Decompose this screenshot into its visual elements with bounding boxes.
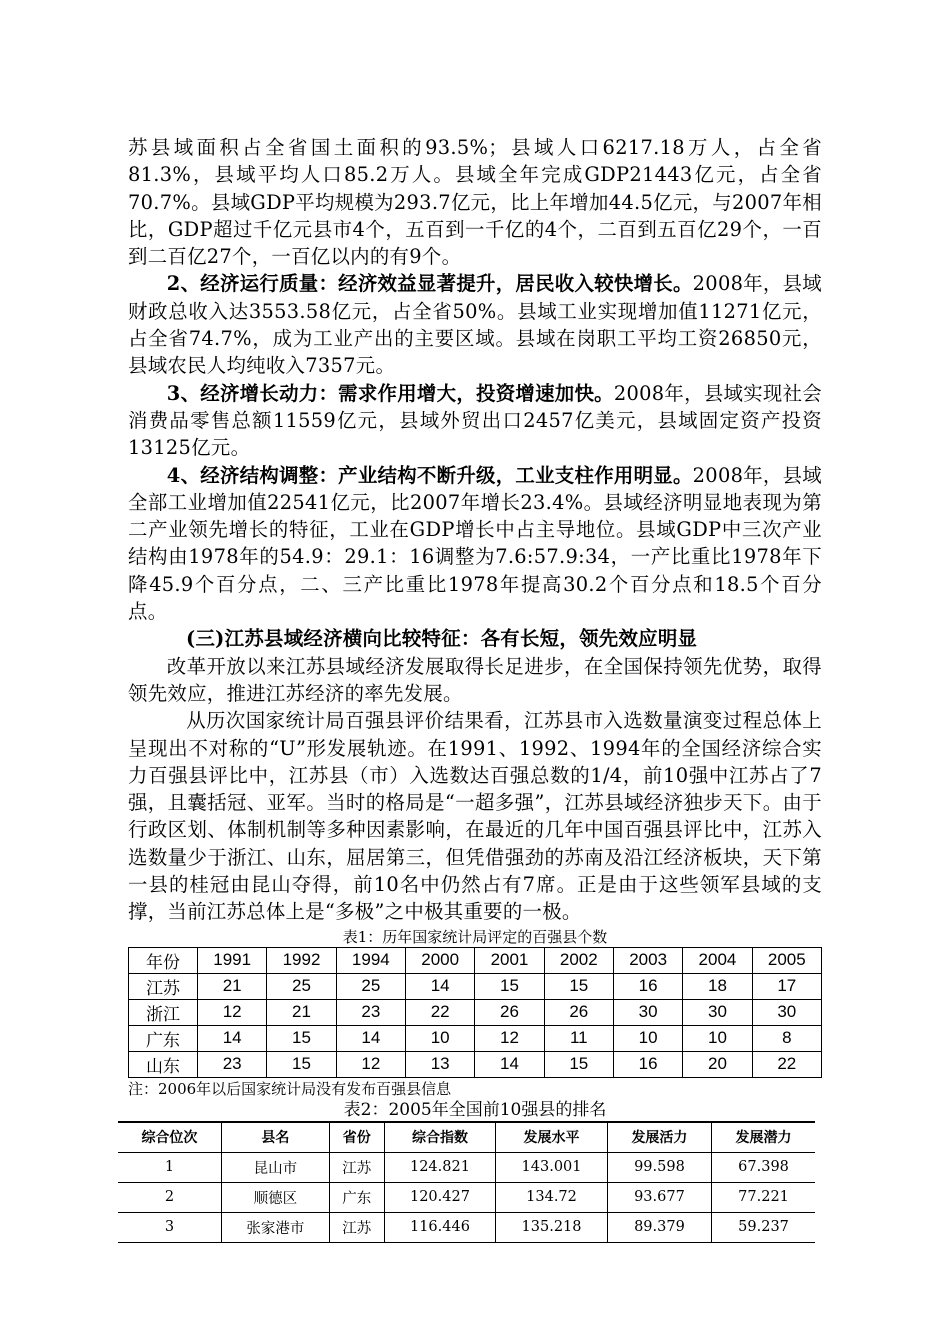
count-cell: 10 (613, 1025, 682, 1051)
table-cell: 99.598 (607, 1152, 711, 1182)
table-cell: 2 (118, 1182, 221, 1212)
province-cell: 广东 (129, 1025, 198, 1051)
year-cell: 1992 (267, 947, 336, 973)
count-cell: 30 (613, 999, 682, 1025)
table-cell: 顺德区 (221, 1182, 329, 1212)
body-structure-adjustment: 2008年，县域全部工业增加值22541亿元，比2007年增长23.4%。县域经济明显地表现为第二产业领先增长的特征，工业在GDP增长中占主导地位。县域GDP中三次产业结构由1978年的54.9：29.1：16调整为7.6:57.9:34，一产比重比1978年下降45.9个百分点，二、三产比重比1978年提高30.2个百分点和18.5个百分点。 (128, 463, 823, 624)
table2-caption: 表2：2005年全国前10强县的排名 (343, 1099, 607, 1120)
table-cell: 77.221 (712, 1182, 815, 1212)
count-cell: 10 (405, 1025, 474, 1051)
year-header-label: 年份 (129, 947, 198, 973)
count-cell: 12 (336, 1051, 405, 1077)
table-cell: 1 (118, 1152, 221, 1182)
table1-note: 注：2006年以后国家统计局没有发布百强县信息 (128, 1079, 452, 1098)
table-cell: 张家港市 (221, 1212, 329, 1242)
paragraph-top100-analysis: 从历次国家统计局百强县评价结果看，江苏县市入选数量演变过程总体上呈现出不对称的“U”形发展轨迹。在1991、1992、1994年的全国经济综合实力百强县评比中，江苏县（市）入选数达百强总数的1/4，前10强中江苏占了7强，且囊括冠、亚军。当时的格局是“一超多强”，江苏县域经济独步天下。由于行政区划、体制机制等多种因素影响，在最近的几年中国百强县评比中，江苏入选数量少于浙江、山东，屈居第三，但凭借强劲的苏南及沿江经济板块，天下第一县的桂冠由昆山夺得，前10名中仍然占有7席。正是由于这些领军县域的支撑，当前江苏总体上是“多极”之中极其重要的一极。 (128, 709, 822, 924)
count-cell: 15 (475, 973, 544, 999)
count-cell: 14 (198, 1025, 267, 1051)
table-cell: 124.821 (384, 1152, 496, 1182)
column-header: 发展水平 (496, 1122, 608, 1153)
lead-economic-quality: 2、经济运行质量：经济效益显著提升，居民收入较快增长。 (166, 272, 693, 296)
count-cell: 14 (336, 1025, 405, 1051)
table-cell: 116.446 (384, 1212, 496, 1242)
table-top100-counts (128, 947, 822, 1078)
column-header: 综合位次 (118, 1122, 221, 1153)
table-cell: 昆山市 (221, 1152, 329, 1182)
count-cell: 30 (683, 999, 752, 1025)
column-header: 综合指数 (384, 1122, 496, 1153)
table-row (118, 1182, 815, 1212)
year-cell: 2003 (613, 947, 682, 973)
column-header: 发展活力 (607, 1122, 711, 1153)
table-cell: 67.398 (712, 1152, 815, 1182)
count-cell: 15 (267, 1051, 336, 1077)
table-cell: 3 (118, 1212, 221, 1242)
count-cell: 30 (752, 999, 821, 1025)
year-cell: 2002 (544, 947, 613, 973)
count-cell: 12 (475, 1025, 544, 1051)
column-header: 发展潜力 (712, 1122, 815, 1153)
table-cell: 134.72 (496, 1182, 608, 1212)
table-cell: 59.237 (712, 1212, 815, 1242)
table-row (129, 1051, 822, 1077)
table-cell: 89.379 (607, 1212, 711, 1242)
count-cell: 20 (683, 1051, 752, 1077)
count-cell: 16 (613, 973, 682, 999)
table-row (129, 999, 822, 1025)
table-cell: 江苏 (329, 1212, 384, 1242)
year-cell: 2005 (752, 947, 821, 973)
paragraph-economic-quality (128, 270, 822, 379)
count-cell: 17 (752, 973, 821, 999)
province-cell: 山东 (129, 1051, 198, 1077)
province-cell: 浙江 (129, 999, 198, 1025)
count-cell: 15 (544, 973, 613, 999)
count-cell: 26 (475, 999, 544, 1025)
lead-structure-adjustment: 4、经济结构调整：产业结构不断升级，工业支柱作用明显。 (166, 463, 693, 487)
count-cell: 23 (198, 1051, 267, 1077)
count-cell: 22 (405, 999, 474, 1025)
count-cell: 8 (752, 1025, 821, 1051)
count-cell: 13 (405, 1051, 474, 1077)
count-cell: 15 (267, 1025, 336, 1051)
table-header-row (118, 1122, 815, 1153)
table-top10-ranking (118, 1121, 815, 1243)
table-cell: 93.677 (607, 1182, 711, 1212)
table-header-row (129, 947, 822, 973)
count-cell: 18 (683, 973, 752, 999)
table-row (118, 1152, 815, 1182)
column-header: 县名 (221, 1122, 329, 1153)
body-growth-drivers: 2008年，县域实现社会消费品零售总额11559亿元，县域外贸出口2457亿美元，县域固定资产投资13125亿元。 (128, 381, 822, 460)
year-cell: 1994 (336, 947, 405, 973)
paragraph-growth-drivers (128, 380, 822, 462)
table-row (129, 973, 822, 999)
count-cell: 10 (683, 1025, 752, 1051)
year-cell: 2000 (405, 947, 474, 973)
table-cell: 广东 (329, 1182, 384, 1212)
paragraph-structure-adjustment (128, 462, 822, 626)
year-cell: 2004 (683, 947, 752, 973)
count-cell: 16 (613, 1051, 682, 1077)
count-cell: 15 (544, 1051, 613, 1077)
count-cell: 21 (267, 999, 336, 1025)
count-cell: 21 (198, 973, 267, 999)
table-row (118, 1212, 815, 1242)
province-cell: 江苏 (129, 973, 198, 999)
paragraph-county-overview: 苏县域面积占全省国土面积的93.5%；县域人口6217.18万人，占全省81.3%，县域平均人口85.2万人。县域全年完成GDP21443亿元，占全省70.7%。县域GDP平均规模为293.7亿元，比上年增加44.5亿元，与2007年相比，GDP超过千亿元县市4个，五百到一千亿的4个，二百到五百亿29个，一百到二百亿27个，一百亿以内的有9个。 (128, 136, 822, 269)
count-cell: 25 (267, 973, 336, 999)
count-cell: 14 (405, 973, 474, 999)
lead-growth-drivers: 3、经济增长动力：需求作用增大，投资增速加快。 (166, 381, 614, 405)
table-row (129, 1025, 822, 1051)
body-economic-quality: 2008年，县域财政总收入达3553.58亿元，占全省50%。县域工业实现增加值11271亿元，占全省74.7%，成为工业产出的主要区域。县域在岗职工平均工资26850元，县域农民人均纯收入7357元。 (128, 272, 823, 378)
document-page (128, 134, 822, 1243)
table1-caption: 表1：历年国家统计局评定的百强县个数 (342, 927, 608, 946)
count-cell: 23 (336, 999, 405, 1025)
table-cell: 135.218 (496, 1212, 608, 1242)
count-cell: 25 (336, 973, 405, 999)
column-header: 省份 (329, 1122, 384, 1153)
table-cell: 120.427 (384, 1182, 496, 1212)
count-cell: 11 (544, 1025, 613, 1051)
count-cell: 14 (475, 1051, 544, 1077)
table-cell: 江苏 (329, 1152, 384, 1182)
count-cell: 22 (752, 1051, 821, 1077)
count-cell: 12 (198, 999, 267, 1025)
paragraph-reform-progress: 改革开放以来江苏县域经济发展取得长足进步，在全国保持领先优势，取得领先效应，推进江苏经济的率先发展。 (128, 654, 822, 705)
section-heading: (三)江苏县域经济横向比较特征：各有长短，领先效应明显 (186, 627, 698, 651)
table-cell: 143.001 (496, 1152, 608, 1182)
year-cell: 2001 (475, 947, 544, 973)
count-cell: 26 (544, 999, 613, 1025)
year-cell: 1991 (198, 947, 267, 973)
